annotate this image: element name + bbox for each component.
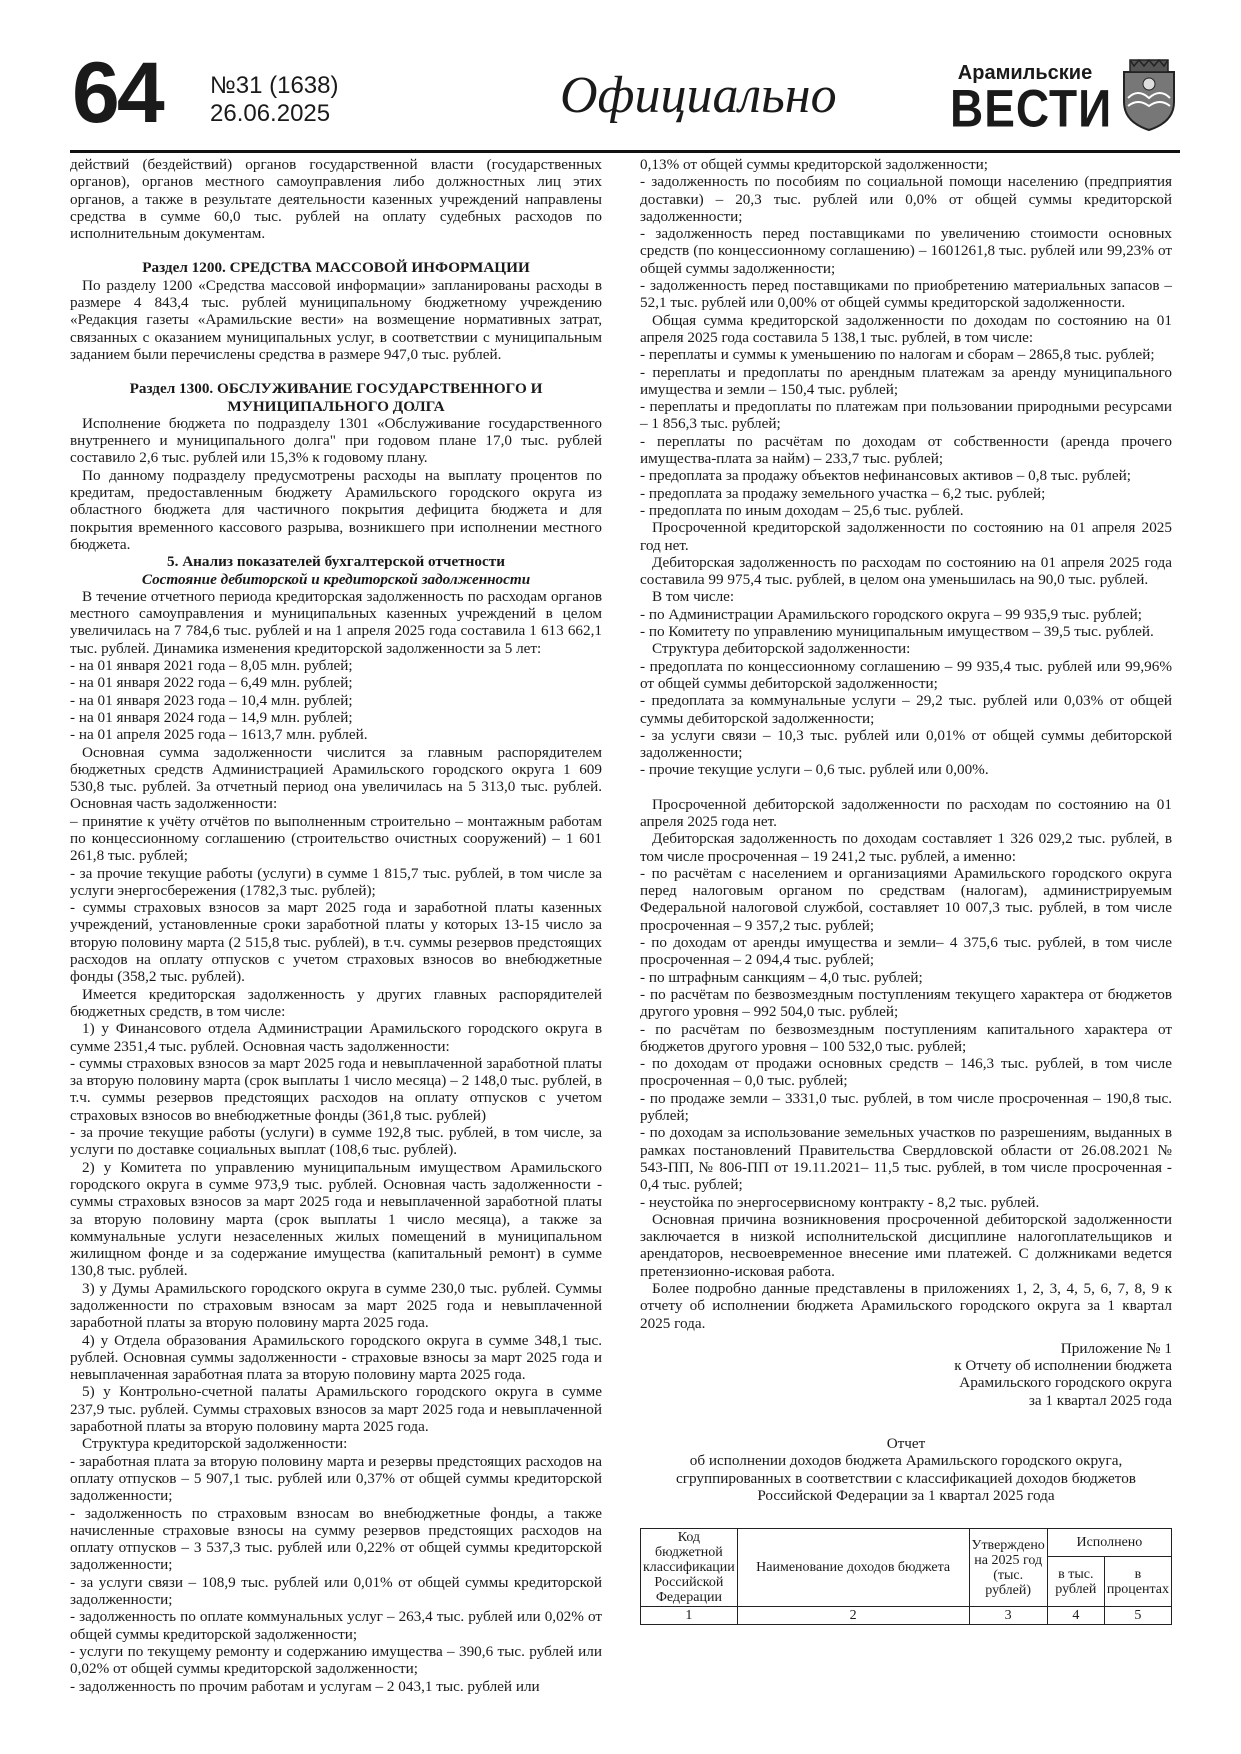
newspaper-logo	[950, 62, 1113, 138]
list-item: - услуги по текущему ремонту и содержанию имущества – 390,6 тыс. рублей или 0,02% от общей суммы кредиторской задолженности;	[70, 1642, 602, 1678]
list-item: - на 01 января 2024 года – 14,9 млн. рублей;	[70, 708, 353, 726]
section-title: Официально	[560, 67, 837, 124]
list-item: – принятие к учёту отчётов по выполненным строительно – монтажным работам по концессионному соглашению (строительство очистных сооружений) – 1 601 261,8 тыс. рублей;	[70, 812, 602, 865]
list-item: - по расчётам с населением и организациями Арамильского городского округа перед налоговым органом по средствам (налогам), администрируемым Федеральной налоговой службой, составляет 10 007,3 тыс. рублей, в том числе просроченная – 9 357,2 тыс. рублей;	[640, 864, 1172, 934]
subsection-heading: Состояние дебиторской и кредиторской задолженности	[141, 570, 531, 588]
list-item: - по Администрации Арамильского городского округа – 99 935,9 тыс. рублей;	[640, 605, 1143, 623]
list-item: - за услуги связи – 108,9 тыс. рублей или 0,01% от общей суммы кредиторской задолженности;	[70, 1573, 602, 1609]
list-item: - суммы страховых взносов за март 2025 года и невыплаченной заработной платы за вторую половину марта (срок выплаты 1 число месяца) – 2 148,0 тыс. рублей, в т.ч. суммы резервов предстоящих расходов на оплату отпусков с учетом страховых взносов во внебюджетные фонды (361,8 тыс. рублей)	[70, 1054, 602, 1124]
list-item: - задолженность по страховым взносам во внебюджетные фонды, а также начисленные страховые взносы на сумму резервов предстоящих расходов на оплату отпусков – 3 537,3 тыс. рублей или 0,22% от общей суммы кредиторской задолженности;	[70, 1504, 602, 1574]
paragraph: Основная сумма задолженности числится за главным распорядителем бюджетных средств Администрацией Арамильского городского округа 1 609 530,8 тыс. рублей. За отчетный период она увеличилась на 5 313,0 тыс. рублей. Основная часть задолженности:	[70, 743, 602, 813]
list-item: - предоплата за продажу земельного участка – 6,2 тыс. рублей;	[640, 484, 1046, 502]
paragraph: По разделу 1200 «Средства массовой информации» запланированы расходы в размере 4 843,4 тыс. рублей муниципальному бюджетному учреждению «Редакция газеты «Арамильские вести» на возмещение нормативных затрат, связанных с оказанием муниципальных услуг, в соответствии с муниципальным заданием были перечислены средства в размере 947,0 тыс. рублей.	[70, 276, 602, 363]
appendix-label: Арамильского городского округа	[959, 1374, 1172, 1392]
column-group-header: Исполнено	[1047, 1529, 1171, 1557]
list-item: - переплаты и предоплаты по арендным платежам за аренду муниципального имущества и земли – 150,4 тыс. рублей;	[640, 363, 1172, 398]
list-item: - по расчётам по безвозмездным поступлениям капитального характера от бюджетов другого уровня – 100 532,0 тыс. рублей;	[640, 1020, 1172, 1055]
paragraph: 2) у Комитета по управлению муниципальным имуществом Арамильского городского округа в сумме 973,9 тыс. рублей. Основная часть задолженности - суммы страховых взносов за март 2025 года и невыплаченной заработной платы за вторую половину марта (срок выплаты 1 число месяца), а также за коммунальные услуги незаселенных жилых помещений в муниципальном жилищном фонде и за содержание имущества (капитальный ремонт) в сумме 130,8 тыс. рублей.	[70, 1158, 602, 1280]
table-cell: 1	[641, 1607, 738, 1625]
column-header: в процентах	[1104, 1556, 1171, 1606]
logo-top-text: Арамильские	[957, 62, 1093, 84]
list-item: - по Комитету по управлению муниципальным имуществом – 39,5 тыс. рублей.	[640, 623, 1154, 641]
issue-info	[210, 72, 338, 128]
list-item: - заработная плата за вторую половину марта и резервы предстоящих расходов на оплату отпусков – 5 907,1 тыс. рублей или 0,37% от общей суммы кредиторской задолженности;	[70, 1452, 602, 1505]
paragraph: Просроченной дебиторской задолженности по расходам по состоянию на 01 апреля 2025 года нет.	[640, 795, 1172, 830]
table-cell: 3	[969, 1607, 1047, 1625]
paragraph: В течение отчетного периода кредиторская задолженность по расходам органов местного самоуправления и муниципальных казенных учреждений в целом увеличилась на 7 784,6 тыс. рублей и на 1 апреля 2025 года составила 1 613 662,1 тыс. рублей. Динамика изменения кредиторской задолженности за 5 лет:	[70, 587, 602, 657]
header-rule	[70, 150, 1180, 153]
list-item: - по расчётам по безвозмездным поступлениям текущего характера от бюджетов другого уровня – 992 504,0 тыс. рублей;	[640, 985, 1172, 1021]
list-item: - по продаже земли – 3331,0 тыс. рублей, в том числе просроченная – 190,8 тыс. рублей;	[640, 1089, 1172, 1125]
list-item: - за прочие текущие работы (услуги) в сумме 192,8 тыс. рублей, в том числе, за услуги по доставке социальных выплат (108,6 тыс. рублей).	[70, 1124, 602, 1159]
list-item: - задолженность по прочим работам и услугам – 2 043,1 тыс. рублей или	[70, 1677, 540, 1695]
list-item: - предоплата за коммунальные услуги – 29,2 тыс. рублей или 0,03% от общей суммы дебиторской задолженности;	[640, 692, 1172, 727]
report-subtitle: сгруппированных в соответствии с классификацией доходов бюджетов	[676, 1469, 1136, 1487]
right-column	[640, 156, 1172, 1625]
list-item: - за прочие текущие работы (услуги) в сумме 1 815,7 тыс. рублей, в том числе за услуги энергосбережения (1782,3 тыс. рублей);	[70, 864, 602, 899]
paragraph: 4) у Отдела образования Арамильского городского округа в сумме 348,1 тыс. рублей. Основная суммы задолженности - страховые взносы за март 2025 года и невыплаченная заработная плата за вторую половину марта 2025 года.	[70, 1331, 602, 1384]
section-heading: Раздел 1300. ОБСЛУЖИВАНИЕ ГОСУДАРСТВЕННОГО И МУНИЦИПАЛЬНОГО ДОЛГА	[129, 380, 543, 415]
list-item: - по штрафным санкциям – 4,0 тыс. рублей;	[640, 968, 923, 986]
list-item: - по доходам от аренды имущества и земли– 4 375,6 тыс. рублей, в том числе просроченная – 2 094,4 тыс. рублей;	[640, 934, 1172, 969]
list-item: - задолженность по оплате коммунальных услуг – 263,4 тыс. рублей или 0,02% от общей суммы кредиторской задолженности;	[70, 1608, 602, 1643]
list-item: - переплаты по расчётам по доходам от собственности (аренда прочего имущества-плата за найм) – 233,7 тыс. рублей;	[640, 432, 1172, 468]
paragraph: Дебиторская задолженность по расходам по состоянию на 01 апреля 2025 года составила 99 975,4 тыс. рублей, в целом она уменьшилась на 90,0 тыс. рублей.	[640, 553, 1172, 589]
paragraph: Дебиторская задолженность по доходам составляет 1 326 029,2 тыс. рублей, в том числе просроченная – 19 241,2 тыс. рублей, а именно:	[640, 830, 1172, 865]
appendix-label: Приложение № 1	[1060, 1339, 1172, 1357]
list-item: - задолженность по пособиям по социальной помощи населению (предприятия доставки) – 20,3 тыс. рублей или 0,0% от общей суммы кредиторской задолженности;	[640, 173, 1172, 225]
list-item: - по доходам за использование земельных участков по разрешениям, выданных в рамках постановлений Правительства Свердловской области от 26.08.2021 № 543-ПП, № 806-ПП от 19.11.2021– 11,5 тыс. рублей, в том числе просроченная - 0,4 тыс. рублей;	[640, 1124, 1172, 1194]
list-item: - предоплата по иным доходам – 25,6 тыс. рублей.	[640, 501, 964, 519]
table-cell: 4	[1047, 1607, 1104, 1625]
paragraph: 0,13% от общей суммы кредиторской задолженности;	[640, 156, 988, 173]
section-heading: 5. Анализ показателей бухгалтерской отчетности	[167, 553, 505, 571]
paragraph: В том числе:	[652, 588, 735, 606]
column-header: в тыс. рублей	[1047, 1556, 1104, 1606]
masthead	[70, 45, 1180, 150]
column-header: Наименование доходов бюджета	[737, 1529, 969, 1607]
paragraph: 1) у Финансового отдела Администрации Арамильского городского округа в сумме 2351,4 тыс. рублей. Основная часть задолженности:	[70, 1020, 602, 1055]
list-item: - на 01 апреля 2025 года – 1613,7 млн. рублей.	[70, 726, 368, 744]
list-item: - на 01 января 2021 года – 8,05 млн. рублей;	[70, 657, 353, 675]
logo-main-text: ВЕСТИ	[950, 78, 1113, 138]
coat-of-arms-icon	[1118, 58, 1180, 132]
table-cell: 5	[1104, 1607, 1171, 1625]
list-item: - переплаты и предоплаты по платежам при пользовании природными ресурсами – 1 856,3 тыс. рублей;	[640, 398, 1172, 433]
paragraph: действий (бездействий) органов государственной власти (государственных органов), органов местного самоуправления либо должностных лиц этих органов, а также в результате деятельности казенных учреждений направлены средства в сумме 60,0 тыс. рублей на оплату судебных расходов по исполнительным документам.	[70, 156, 602, 243]
table-row	[641, 1607, 1172, 1625]
left-column	[70, 156, 602, 1695]
table-header-row	[641, 1529, 1172, 1557]
paragraph: Основная причина возникновения просроченной дебиторской задолженности заключается в низкой исполнительской дисциплине налогоплательщиков и арендаторов, несвоевременное внесение ими платежей. С должниками ведется претензионно-исковая работа.	[640, 1210, 1172, 1280]
paragraph: 5) у Контрольно-счетной палаты Арамильского городского округа в сумме 237,9 тыс. рублей. Суммы страховых взносов за март 2025 года и невыплаченной заработной платы за вторую половину марта 2025 года.	[70, 1383, 602, 1436]
paragraph: Структура кредиторской задолженности:	[82, 1435, 348, 1453]
paragraph: Исполнение бюджета по подразделу 1301 «Обслуживание государственного внутреннего и муниципального долга" при годовом плане 17,0 тыс. рублей составило 2,6 тыс. рублей или 15,3% к годовому плану.	[70, 414, 602, 467]
list-item: - предоплата за продажу объектов нефинансовых активов – 0,8 тыс. рублей;	[640, 467, 1131, 485]
list-item: - за услуги связи – 10,3 тыс. рублей или 0,01% от общей суммы дебиторской задолженности;	[640, 726, 1172, 762]
report-title: Отчет	[886, 1435, 926, 1453]
list-item: - переплаты и суммы к уменьшению по налогам и сборам – 2865,8 тыс. рублей;	[640, 346, 1155, 364]
list-item: - суммы страховых взносов за март 2025 года и заработной платы казенных учреждений, установленные сроки заработной платы у которых 13-15 число за вторую половину марта (2 515,8 тыс. рублей), в т.ч. суммы резервов предстоящих расходов на оплату отпусков с учетом страховых взносов во внебюджетные фонды (358,2 тыс. рублей).	[70, 899, 602, 986]
paragraph: Более подробно данные представлены в приложениях 1, 2, 3, 4, 5, 6, 7, 8, 9 к отчету об исполнении бюджета Арамильского городского округа за 1 квартал 2025 года.	[640, 1280, 1172, 1332]
paragraph: 3) у Думы Арамильского городского округа в сумме 230,0 тыс. рублей. Суммы задолженности по страховым взносам за март 2025 года и невыплаченной заработной платы за вторую половину марта 2025 года.	[70, 1279, 602, 1332]
report-subtitle: об исполнении доходов бюджета Арамильского городского округа,	[689, 1452, 1123, 1470]
column-header: Утверждено на 2025 год (тыс. рублей)	[969, 1529, 1047, 1607]
list-item: - на 01 января 2022 года – 6,49 млн. рублей;	[70, 674, 353, 692]
page-number: 64	[72, 45, 162, 141]
paragraph: Структура дебиторской задолженности:	[652, 640, 911, 658]
list-item: - неустойка по энергосервисному контракту - 8,2 тыс. рублей.	[640, 1193, 1040, 1211]
report-subtitle: Российской Федерации за 1 квартал 2025 года	[757, 1486, 1055, 1504]
paragraph: Просроченной кредиторской задолженности по состоянию на 01 апреля 2025 год нет.	[640, 519, 1172, 554]
appendix-label: к Отчету об исполнении бюджета	[954, 1357, 1172, 1375]
issue-date: 26.06.2025	[210, 100, 331, 127]
table-cell: 2	[737, 1607, 969, 1625]
section-heading: Раздел 1200. СРЕДСТВА МАССОВОЙ ИНФОРМАЦИИ	[142, 259, 530, 277]
paragraph: Общая сумма кредиторской задолженности по доходам по состоянию на 01 апреля 2025 года составила 5 138,1 тыс. рублей, в том числе:	[640, 311, 1172, 346]
list-item: - предоплата по концессионному соглашению – 99 935,4 тыс. рублей или 99,96% от общей суммы дебиторской задолженности;	[640, 657, 1172, 692]
list-item: - прочие текущие услуги – 0,6 тыс. рублей или 0,00%.	[640, 761, 989, 779]
list-item: - задолженность перед поставщиками по увеличению стоимости основных средств (по концессионному соглашению) – 1601261,8 тыс. рублей или 99,23% от общей суммы задолженности;	[640, 225, 1172, 277]
column-header: Код бюджетной классификации Российской Федерации	[641, 1529, 738, 1607]
list-item: - задолженность перед поставщиками по приобретению материальных запасов – 52,1 тыс. рублей или 0,00% от общей суммы кредиторской задолженности.	[640, 277, 1172, 312]
paragraph: Имеется кредиторская задолженность у других главных распорядителей бюджетных средств, в том числе:	[70, 985, 602, 1020]
list-item: - по доходам от продажи основных средств – 146,3 тыс. рублей, в том числе просроченная – 0,0 тыс. рублей;	[640, 1055, 1172, 1090]
income-report-table	[640, 1528, 1172, 1625]
appendix-label: за 1 квартал 2025 года	[1028, 1391, 1172, 1409]
list-item: - на 01 января 2023 года – 10,4 млн. рублей;	[70, 691, 353, 709]
issue-number: №31 (1638)	[210, 72, 339, 99]
paragraph: По данному подразделу предусмотрены расходы на выплату процентов по кредитам, предоставленным бюджету Арамильского городского округа из областного бюджета для частичного покрытия дефицита бюджета и для покрытия временного кассового разрыва, возникшего при исполнении местного бюджета.	[70, 466, 602, 553]
